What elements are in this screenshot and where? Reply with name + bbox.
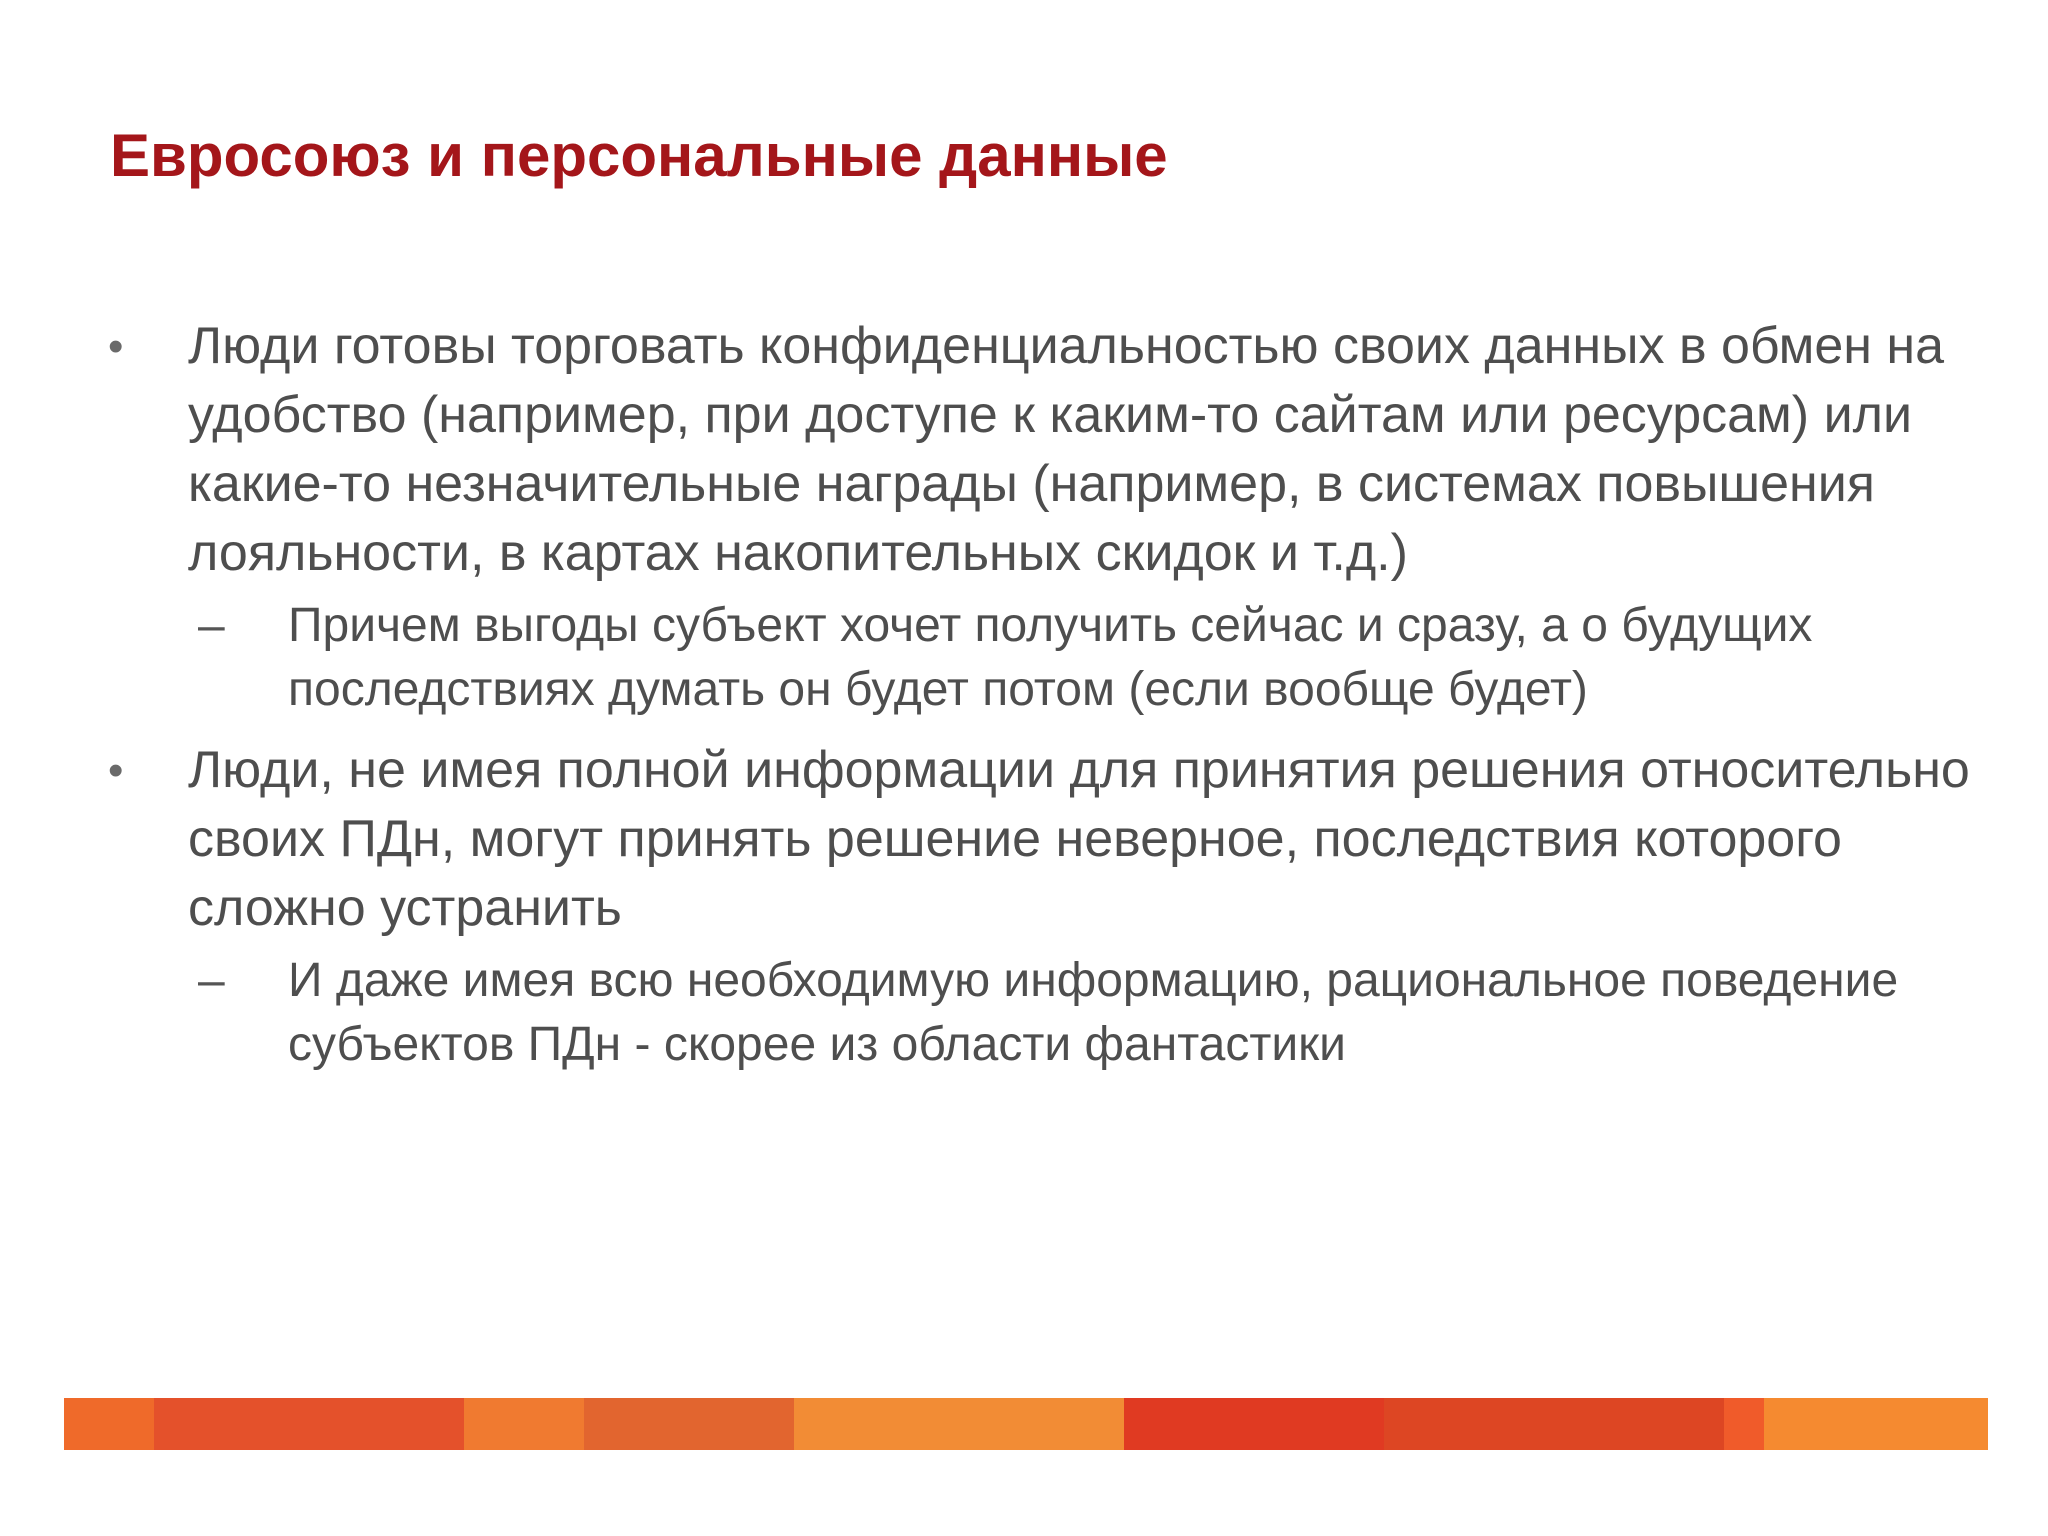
bullet-item-1	[108, 312, 1988, 722]
sub-bullet-text: Причем выгоды субъект хочет получить сейчас и сразу, а о будущих последствиях думать он будет потом (если вообще будет)	[288, 599, 1813, 716]
bullet-dot-icon: •	[108, 322, 124, 371]
bullet-dot-icon: •	[108, 746, 124, 795]
stripe-segment	[64, 1398, 154, 1450]
dash-icon: –	[198, 954, 225, 1007]
stripe-segment	[584, 1398, 794, 1450]
sub-bullet-item-1	[198, 594, 1988, 722]
sub-bullet-list	[188, 594, 1988, 722]
sub-bullet-item-2	[198, 949, 1988, 1077]
bullet-item-2	[108, 736, 1988, 1077]
sub-bullet-list	[188, 949, 1988, 1077]
stripe-segment	[1764, 1398, 1988, 1450]
dash-icon: –	[198, 599, 225, 652]
stripe-segment	[464, 1398, 584, 1450]
decorative-stripe	[64, 1398, 1988, 1450]
stripe-segment	[1724, 1398, 1764, 1450]
bullet-text: Люди, не имея полной информации для принятия решения относительно своих ПДн, могут принять решение неверное, последствия которого сложно устранить	[188, 741, 1970, 937]
stripe-segment	[1124, 1398, 1384, 1450]
stripe-segment	[794, 1398, 1124, 1450]
stripe-segment	[154, 1398, 464, 1450]
bullet-text: Люди готовы торговать конфиденциальностью своих данных в обмен на удобство (например, при доступе к каким-то сайтам или ресурсам) или какие-то незначительные награды (например, в системах повышения лояльности, в картах накопительных скидок и т.д.)	[188, 317, 1945, 582]
stripe-segment	[1384, 1398, 1724, 1450]
sub-bullet-text: И даже имея всю необходимую информацию, рациональное поведение субъектов ПДн - скорее из области фантастики	[288, 954, 1899, 1071]
slide-title: Евросоюз и персональные данные	[110, 122, 1168, 189]
bullet-list	[108, 312, 1988, 1077]
